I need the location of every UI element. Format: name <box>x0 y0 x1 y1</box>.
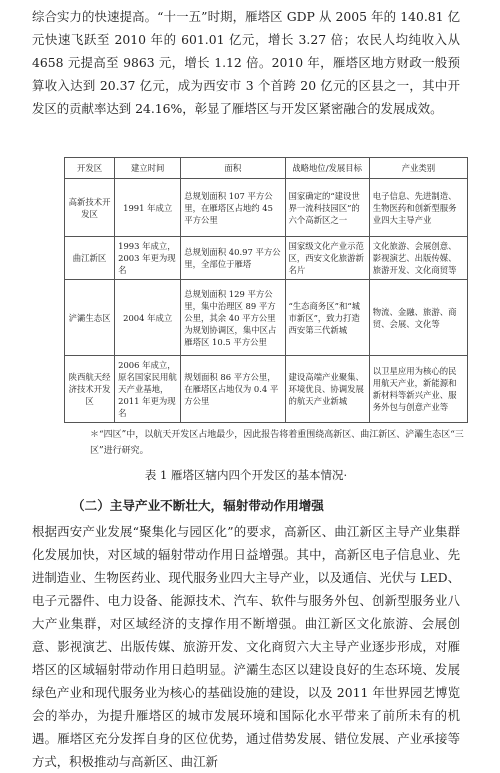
table-header-row <box>65 158 468 179</box>
header-zone: 开发区 <box>65 158 115 179</box>
cell-area: 总规划面积 129 平方公里，集中治理区 89 平方公里，其余 40 平方公里为规划协调区，集中区占雁塔区 10.5 平方公里 <box>181 280 285 356</box>
cell-founded: 2006 年成立，原名国家民用航天产业基地，2011 年更为现名 <box>115 356 181 423</box>
table-note: ＊“四区”中，以航天开发区占地最少，因此报告将着重围绕高新区、曲江新区、浐灞生态区“三区”进行研究。 <box>90 430 464 456</box>
cell-zone-name: 陕西航天经济技术开发区 <box>65 356 115 423</box>
cell-founded: 2004 年成立 <box>115 280 181 356</box>
table-caption: 表 1 雁塔区辖内四个开发区的基本情况· <box>144 468 348 482</box>
cell-area: 规划面积 86 平方公里，在雁塔区占地仅为 0.4 平方公里 <box>181 356 285 423</box>
cell-strategic-position: 国家确定的“建设世界一流科技园区”的六个高新区之一 <box>285 179 369 237</box>
cell-zone-name: 曲江新区 <box>65 237 115 280</box>
section-paragraph: 根据西安产业发展“聚集化与园区化”的要求，高新区、曲江新区主导产业集群化发展加快，对区域的辐射带动作用日益增强。其中，高新区电子信息业、先进制造业、生物医药业、现代服务业四大主导产业，以及通信、光伏与 LED、电子元器件、电力设备、能源技术、汽车、软件与服务外包、创新型服务业八大产业集群，对区域经济的支撑作用不断增强。曲江新区文化旅游、会展创意、影视演艺、出版传媒、旅游开发、文化商贸六大主导产业逐步形成，对雁塔区的区域辐射带动作用日趋明显。浐灞生态区以建设良好的生态环境、发展绿色产业和现代服务业为核心的基础设施的建设，以及 2011 年世界园艺博览会的举办，为提升雁塔区的城市发展环境和国际化水平带来了前所未有的机遇。雁塔区充分发挥自身的区位优势，通过借势发展、错位发展、产业承接等方式，积极推动与高新区、曲江新 <box>32 524 460 769</box>
cell-founded: 1991 年成立 <box>115 179 181 237</box>
development-zones-table <box>64 157 468 423</box>
table-row <box>65 280 468 356</box>
cell-area: 总规划面积 40.97 平方公里，全部位于雁塔 <box>181 237 285 280</box>
cell-strategic-position: 建设高端产业聚集、环境优良、协调发展的航天产业新城 <box>285 356 369 423</box>
header-area: 面积 <box>181 158 285 179</box>
header-founded: 建立时间 <box>115 158 181 179</box>
section-heading: （二）主导产业不断壮大，辐射带动作用增强 <box>72 498 324 513</box>
cell-industry-category: 电子信息、先进制造、生物医药和创新型服务业四大主导产业 <box>369 179 467 237</box>
cell-industry-category: 以卫星应用为核心的民用航天产业，新能源和新材料等新兴产业、服务外包与创意产业等 <box>369 356 467 423</box>
table-row <box>65 179 468 237</box>
cell-industry-category: 物流、金融、旅游、商贸、会展、文化等 <box>369 280 467 356</box>
intro-paragraph: 综合实力的快速提高。“十一五”时期，雁塔区 GDP 从 2005 年的 140.81 亿元快速飞跃至 2010 年的 601.01 亿元，增长 3.27 倍；农民人均纯收入从 4658 元提高至 9863 元，增长 1.12 倍。2010 年，雁塔区地方财政一般预算收入达到 20.37 亿元，成为西安市 3 个首跨 20 亿元的区县之一，其中开发区的贡献率达到 24.16%，彰显了雁塔区与开发区紧密融合的发展成效。 <box>32 9 460 116</box>
cell-area: 总规划面积 107 平方公里，在雁塔区占地约 45 平方公里 <box>181 179 285 237</box>
cell-strategic-position: “生态商务区”和“城市新区”，致力打造西安第三代新城 <box>285 280 369 356</box>
cell-industry-category: 文化旅游、会展创意、影视演艺、出版传媒、旅游开发、文化商贸等 <box>369 237 467 280</box>
cell-zone-name: 浐灞生态区 <box>65 280 115 356</box>
table-row <box>65 237 468 280</box>
cell-strategic-position: 国家级文化产业示范区，西安文化旅游新名片 <box>285 237 369 280</box>
cell-zone-name: 高新技术开发区 <box>65 179 115 237</box>
table-row <box>65 356 468 423</box>
header-industry-category: 产业类别 <box>369 158 467 179</box>
header-strategic-position: 战略地位/发展目标 <box>285 158 369 179</box>
cell-founded: 1993 年成立，2003 年更为现名 <box>115 237 181 280</box>
